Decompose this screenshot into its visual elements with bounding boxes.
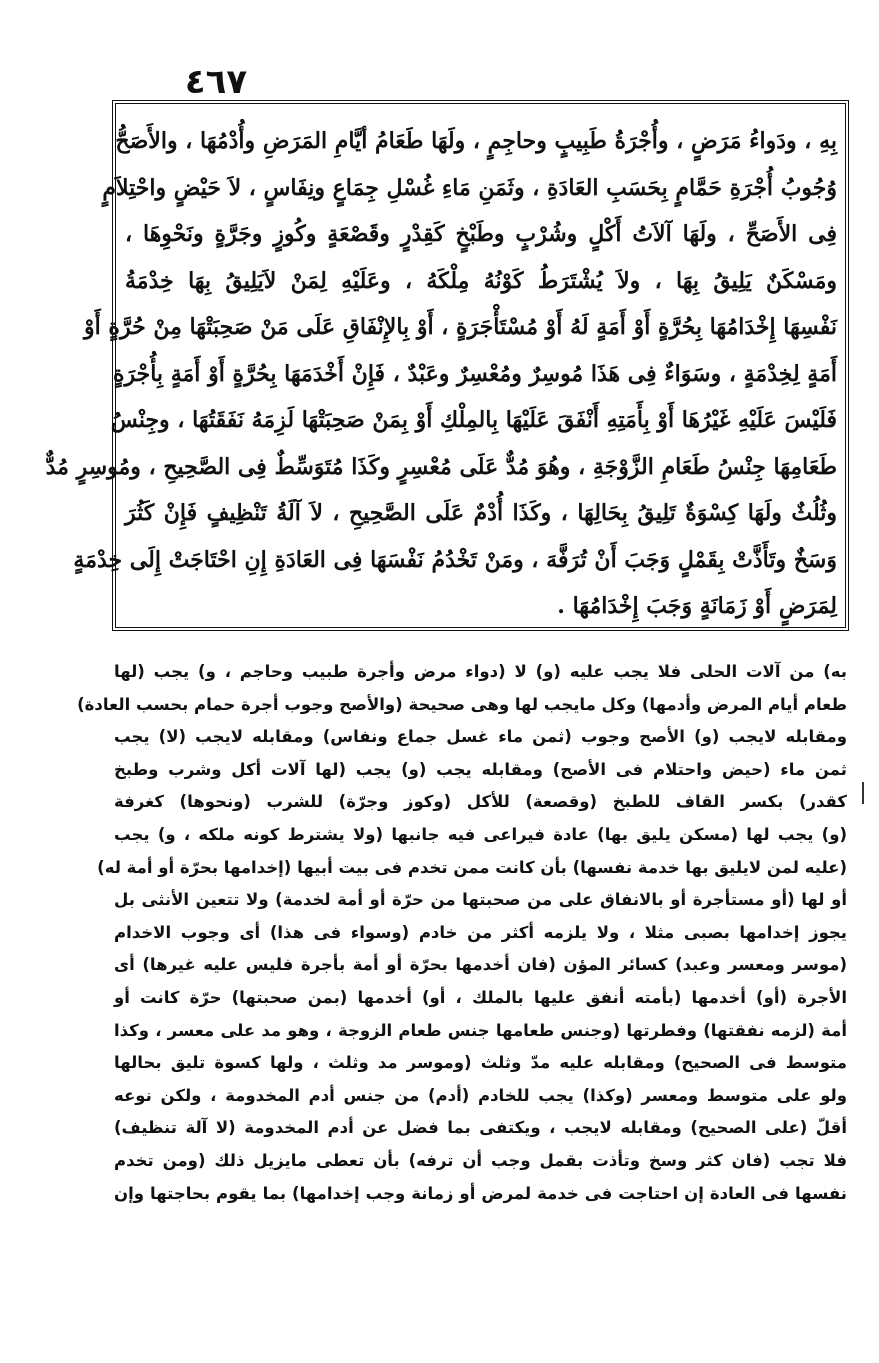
commentary-line: به) من آلات الحلى فلا يجب عليه (و) لا (دواء مرض وأجرة طبيب وحاجم ، و) يجب (لها <box>114 662 847 681</box>
main-text-line: فِى الأَصَحِّ ، ولَهَا آلاَتُ أَكْلٍ وشُرْبٍ وطَبْخٍ كَقِدْرٍ وقَصْعَةٍ وكُوزٍ وجَرَّةٍ ونَحْوِهَا ، <box>125 221 837 247</box>
commentary-line: ثمن ماء (حيض واحتلام فى الأصح) ومقابله يجب (و) يجب (لها آلات أكل وشرب وطبخ <box>114 759 847 779</box>
commentary-text <box>77 656 847 1210</box>
commentary-line: فلا تجب (فان كثر وسخ وتأذت بقمل وجب أن ترفه) بأن تعطى مايزيل ذلك (ومن تخدم <box>114 1150 847 1170</box>
commentary-line: كقدر) بكسر القاف للطبخ (وقصعة) للأكل (وكوز وجرّة) للشرب (ونحوها) كغرفة <box>114 792 847 812</box>
commentary-line: (عليه لمن لايليق بها خدمة نفسها) بأن كانت ممن تخدم فى بيت أبيها (إخدامها بحرّة أو أمة له) <box>97 857 847 877</box>
main-text-line: فَلَيْسَ عَلَيْهِ غَيْرُهَا أَوْ بِأَمَتِهِ أَنْفَقَ عَلَيْهَا بِالمِلْكِ أَوْ بِمَنْ صَحِبَتْهَا لَزِمَهُ نَفَقَتُهَا ، وجِنْسُ <box>110 407 837 433</box>
commentary-line: نفسها فى العادة إن احتاجت فى خدمة لمرض أو زمانة وجب إخدامها) بما يقوم بحاجتها وإن <box>114 1183 847 1203</box>
main-text-line: وثُلُثٌ ولَهَا كِسْوَةٌ تَلِيقُ بِحَالِهَا ، وكَذَا أُدْمٌ عَلَى الصَّحِيحِ ، لاَ آلَةُ تَنْظِيفٍ فَإِنْ كَثُرَ <box>125 500 837 526</box>
main-text-line: أَمَةٍ لِخِدْمَةٍ ، وسَوَاءٌ فِى هَذَا مُوسِرٌ ومُعْسِرٌ وعَبْدٌ ، فَإِنْ أَخْدَمَهَا بِحُرَّةٍ أَوْ أَمَةٍ بِأُجْرَةٍ <box>112 360 837 387</box>
main-text-line: بِهِ ، ودَواءُ مَرَضٍ ، وأُجْرَةُ طَبِيبٍ وحاجِمٍ ، ولَهَا طَعَامُ أيَّامِ المَرَضِ وأُدْمُهَا ، والأَصَحُّ <box>115 128 837 154</box>
commentary-line: ومقابله لايجب (و) الأصح وجوب (ثمن ماء غسل جماع ونفاس) ومقابله لايجب (لا) يجب <box>114 727 847 747</box>
commentary-line: (و) يجب لها (مسكن يليق بها) عادة فيراعى فيه جانبها (ولا يشترط كونه ملكه ، و) يجب <box>114 824 847 844</box>
commentary-line: أو لها (أو مستأجرة أو بالانفاق على من صحبتها من حرّة أو أمة لخدمة) ولا تتعين الأنثى بل <box>114 890 847 910</box>
commentary-line: ولو على متوسط ومعسر (وكذا) يجب للخادم (أدم) من جنس أدم المخدومة ، ولكن نوعه <box>114 1085 847 1105</box>
main-text-line: وَسَخٌ وتَأَذَّتْ بِقَمْلٍ وَجَبَ أَنْ تُرَفَّهَ ، ومَنْ تَخْدُمُ نَفْسَهَا فِى العَادَةِ إِنِ احْتَاجَتْ إِلَى خِدْمَةٍ <box>73 546 837 573</box>
page-number: ٤٦٧ <box>184 62 248 102</box>
commentary-line: (موسر ومعسر وعبد) كسائر المؤن (فان أخدمها بحرّة أو أمة بأجرة فليس عليه غيرها) أى <box>114 955 847 975</box>
main-text-line: لِمَرَضٍ أَوْ زَمَانَةٍ وَجَبَ إِخْدَامُهَا . <box>557 593 837 619</box>
commentary-line: يجوز إخدامها بصبى مثلا ، ولا يلزمه أكثر من خادم (وسواء فى هذا) أى وجوب الاخدام <box>114 922 847 942</box>
commentary-line: الأجرة (أو) أخدمها (بأمته أنفق عليها بالملك ، أو) أخدمها (بمن صحبتها) حرّة كانت أو <box>114 987 847 1007</box>
margin-mark <box>862 782 864 804</box>
commentary-line: متوسط فى الصحيح) ومقابله عليه مدّ وثلث (وموسر مد وثلث ، ولها كسوة تليق بحالها <box>114 1053 847 1073</box>
commentary-line: طعام أيام المرض وأدمها) وكل مايجب لها وهى صحيحة (والأصح وجوب أجرة حمام بحسب العادة) <box>77 694 847 714</box>
commentary-line: أمة (لزمه نفقتها) وفطرتها (وجنس طعامها جنس طعام الزوجة ، وهو مد على معسر ، وكذا <box>114 1020 847 1040</box>
main-text <box>45 118 837 630</box>
commentary-line: أقلّ (على الصحيح) ومقابله لايجب ، ويكتفى بما فضل عن أدم المخدومة (لا آلة تنظيف) <box>114 1118 847 1138</box>
main-text-line: طَعَامِهَا جِنْسُ طَعَامِ الزَّوْجَةِ ، وهُوَ مُدٌّ عَلَى مُعْسِرٍ وكَذَا مُتَوَسِّطٌ فِى الصَّحِيحِ ، ومُوسِرٍ مُدٌّ <box>45 453 837 480</box>
main-text-line: ومَسْكَنٌ يَلِيقُ بِهَا ، ولاَ يُشْتَرَطُ كَوْنُهُ مِلْكَهُ ، وعَلَيْهِ لِمَنْ لاَيَلِيقُ بِهَا خِدْمَةُ <box>125 267 837 294</box>
main-text-line: نَفْسِهَا إِخْدَامُهَا بِحُرَّةٍ أَوْ أَمَةٍ لَهُ أَوْ مُسْتَأْجَرَةٍ ، أَوْ بِالإِنْفَاقِ عَلَى مَنْ صَحِبَتْهَا مِنْ حُرَّةٍ أَوْ <box>84 314 837 340</box>
main-text-line: وُجُوبُ أُجْرَةِ حَمَّامٍ بِحَسَبِ العَادَةِ ، وثَمَنِ مَاءِ غُسْلِ جِمَاعٍ ونِفَاسٍ ، لاَ حَيْضٍ واحْتِلاَمٍ <box>102 174 837 201</box>
